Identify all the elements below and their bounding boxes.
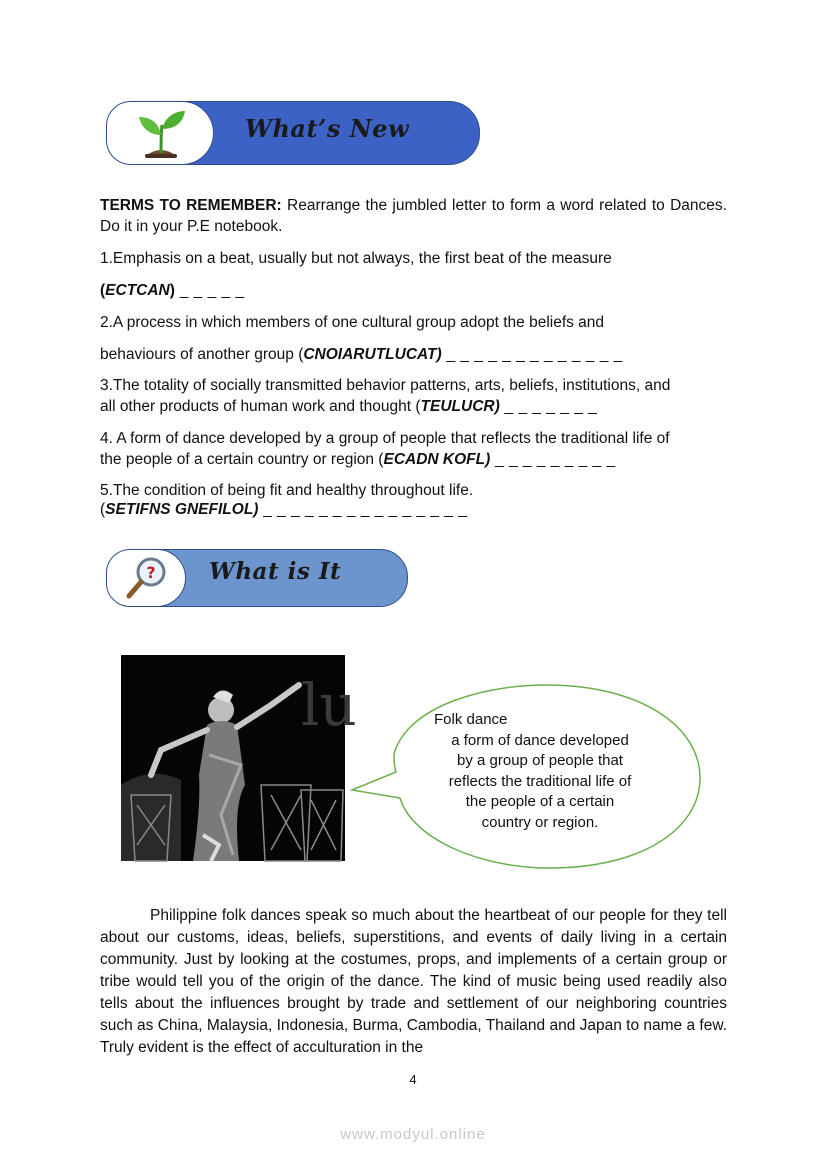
what-is-it-icon-cap: [106, 549, 186, 607]
sprout-icon: [131, 105, 191, 163]
term-3-blank: _ _ _ _ _ _ _: [499, 398, 598, 415]
terms-heading: TERMS TO REMEMBER:: [100, 197, 282, 214]
term-3-answer: [100, 396, 597, 417]
body-paragraph: [100, 905, 727, 1059]
term-4-description: 4. A form of dance developed by a group of people that reflects the traditional life of: [100, 430, 670, 447]
folk-dancer-illustration: [121, 655, 357, 861]
watermark: www.modyul.online: [340, 1126, 486, 1143]
term-3-code: TEULUCR): [420, 398, 500, 415]
terms-instruction: [100, 195, 727, 237]
term-5-answer: [100, 499, 467, 520]
bubble-line-2: a form of dance developed: [451, 731, 629, 749]
term-5-text-b: (: [100, 501, 106, 518]
term-5-description: 5.The condition of being fit and healthy throughout life.: [100, 482, 474, 499]
term-4-code: ECADN KOFL): [383, 451, 491, 468]
term-1-blank: _ _ _ _ _: [174, 282, 245, 299]
term-4-answer: [100, 449, 616, 470]
whats-new-title: What’s New: [245, 114, 410, 143]
body-paragraph-text: Philippine folk dances speak so much about the heartbeat of our people for they tell about our customs, ideas, beliefs, superstitions, and events of daily living in a certain community. Just by looking at the costumes, props, and implements of a certain group or tribe would tell you of the origin of the dance. The kind of music being used readily also tells about the influences brought by trade and settlement of our neighboring countries such as China, Malaysia, Indonesia, Burma, Cambodia, Thailand and Japan to name a few. Truly evident is the effect of acculturation in the: [100, 907, 727, 1056]
term-1-answer: [100, 280, 245, 301]
term-2-code: CNOIARUTLUCAT): [303, 346, 442, 363]
term-2-description: 2.A process in which members of one cultural group adopt the beliefs and: [100, 314, 605, 331]
terms-instruction-line1: Rearrange the jumbled letter to form a word related to: [281, 197, 665, 214]
bubble-line-5: the people of a certain: [465, 793, 615, 811]
term-1-code: ECTCAN: [105, 282, 170, 299]
term-5-blank: _ _ _ _ _ _ _ _ _ _ _ _ _ _ _: [258, 501, 468, 518]
term-3-description: 3.The totality of socially transmitted behavior patterns, arts, beliefs, institutions, and: [100, 377, 671, 394]
magnifier-question-icon: [121, 552, 173, 602]
term-2-text-b: behaviours of another group (: [100, 346, 304, 363]
term-1-open: (: [100, 282, 106, 299]
bubble-definition: [420, 710, 660, 834]
term-4-blank: _ _ _ _ _ _ _ _ _: [490, 451, 616, 468]
term-2-blank: _ _ _ _ _ _ _ _ _ _ _ _ _: [441, 346, 623, 363]
svg-text:?: ?: [146, 563, 156, 582]
what-is-it-title: What is It: [209, 558, 342, 585]
whats-new-banner: [106, 101, 480, 165]
term-1-description: 1.Emphasis on a beat, usually but not always, the first beat of the measure: [100, 250, 612, 267]
terms-instruction-line2: Dances. Do it in your P.E notebook.: [100, 197, 727, 235]
folk-dancer-photo: [121, 655, 357, 861]
term-2-answer: [100, 344, 623, 365]
term-4-text-b: the people of a certain country or region (: [100, 451, 384, 468]
whats-new-icon-cap: [106, 101, 214, 165]
bubble-term: Folk dance: [434, 711, 508, 728]
bubble-line-3: by a group of people that: [457, 752, 623, 770]
term-3-text-b: all other products of human work and thought (: [100, 398, 421, 415]
photo-caption: lu: [301, 671, 357, 739]
bubble-line-6: country or region.: [481, 813, 599, 831]
bubble-line-4: reflects the traditional life of: [448, 772, 632, 790]
term-5-code: SETIFNS GNEFILOL): [105, 501, 259, 518]
term-1-close: ): [169, 282, 175, 299]
what-is-it-banner: [106, 549, 408, 607]
page-number: 4: [409, 1072, 417, 1087]
